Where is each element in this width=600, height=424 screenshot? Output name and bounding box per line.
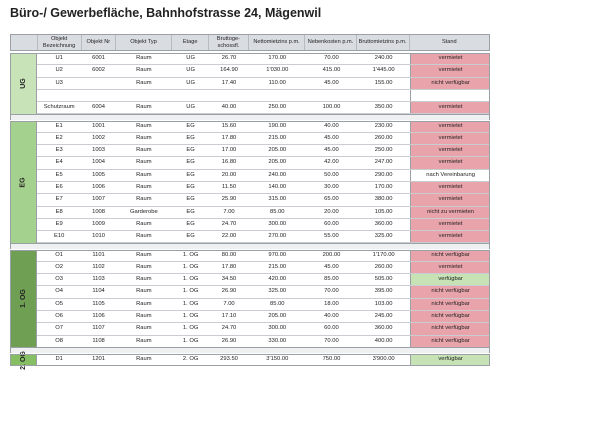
- cell-bezeichnung: E4: [55, 159, 63, 166]
- cell-bezeichnung: O5: [55, 300, 64, 307]
- cell-nebenkosten: [306, 90, 357, 101]
- floor-label-text: EG: [20, 176, 27, 188]
- cell-nebenkosten: 45.00: [324, 134, 339, 141]
- cell-etage: EG: [186, 184, 195, 190]
- cell-bezeichnung: E5: [55, 171, 63, 178]
- cell-bruttomietzins: 350.00: [374, 104, 393, 111]
- cell-objekt-typ: Raum: [136, 134, 152, 141]
- cell-bezeichnung: D1: [55, 355, 63, 362]
- cell-bezeichnung: [37, 90, 81, 101]
- table-row: [37, 121, 490, 133]
- cell-bruttomietzins: 240.00: [374, 55, 393, 61]
- cell-flaeche: 17.80: [221, 134, 237, 141]
- cell-objekt-typ: Raum: [136, 337, 152, 344]
- cell-etage: 1. OG: [182, 276, 199, 283]
- cell-flaeche: 26.90: [221, 337, 237, 344]
- cell-nebenkosten: 750.00: [322, 355, 341, 362]
- cell-objekt-nr: 1106: [92, 313, 105, 319]
- cell-nettomietzins: 250.00: [268, 104, 287, 111]
- cell-bezeichnung: O3: [55, 276, 64, 283]
- cell-nebenkosten: 55.00: [324, 233, 339, 240]
- cell-nebenkosten: 60.00: [324, 220, 339, 227]
- cell-objekt-typ: Raum: [136, 159, 152, 166]
- column-header-stand: Stand: [441, 39, 457, 46]
- cell-bruttomietzins: 290.00: [374, 171, 393, 178]
- cell-flaeche: 34.50: [221, 276, 237, 283]
- cell-objekt-nr: [81, 78, 115, 89]
- cell-nebenkosten: 100.00: [322, 104, 341, 111]
- cell-stand: nach Vereinbarung: [410, 170, 490, 181]
- table-row: [37, 194, 490, 206]
- cell-bruttomietzins: 505.00: [374, 276, 393, 283]
- cell-bezeichnung: E9: [55, 220, 63, 227]
- group-separator: [10, 348, 490, 353]
- cell-stand: vermietet: [410, 133, 490, 144]
- cell-nettomietzins: 315.00: [268, 196, 287, 203]
- cell-flaeche: 7.00: [223, 208, 235, 215]
- table-row: [37, 207, 490, 219]
- cell-flaeche: 80.00: [221, 251, 237, 258]
- cell-stand: vermietet: [410, 231, 490, 242]
- cell-bezeichnung: E3: [55, 147, 63, 154]
- cell-nettomietzins: 85.00: [270, 300, 285, 307]
- cell-nebenkosten: 40.00: [324, 122, 339, 129]
- cell-stand: vermietet: [410, 121, 490, 132]
- cell-flaeche: 26.70: [221, 55, 237, 61]
- cell-nettomietzins: 270.00: [268, 233, 287, 240]
- cell-flaeche: [209, 90, 248, 101]
- cell-bruttomietzins: [357, 90, 410, 101]
- cell-stand: vermietet: [410, 182, 490, 193]
- table-row: [37, 182, 490, 194]
- cell-bruttomietzins: 3'900.00: [372, 355, 395, 362]
- cell-bezeichnung: E8: [55, 208, 63, 215]
- cell-stand: nicht verfügbar: [410, 286, 490, 297]
- table-row: [37, 354, 490, 366]
- cell-objekt-nr: 1104: [92, 288, 105, 295]
- header-spacer: [11, 35, 38, 50]
- cell-objekt-typ: Raum: [136, 67, 152, 74]
- cell-nebenkosten: 415.00: [322, 67, 341, 74]
- cell-objekt-typ: Raum: [136, 288, 152, 295]
- floor-label-text: 1. OG: [20, 289, 27, 309]
- cell-nebenkosten: 70.00: [324, 288, 339, 295]
- table-row: [37, 250, 490, 262]
- table-row: [37, 311, 490, 323]
- table-row: [37, 157, 490, 169]
- cell-etage: EG: [186, 134, 195, 141]
- cell-bezeichnung: U3: [55, 79, 63, 86]
- cell-flaeche: 16.80: [221, 159, 237, 166]
- cell-flaeche: 17.40: [221, 79, 237, 86]
- table-row: [37, 336, 490, 348]
- cell-objekt-typ: [116, 90, 172, 101]
- cell-nebenkosten: 50.00: [324, 171, 339, 178]
- cell-nettomietzins: 1'030.00: [266, 67, 289, 74]
- cell-objekt-typ: Raum: [136, 171, 152, 178]
- cell-flaeche: 24.70: [221, 220, 237, 227]
- cell-nebenkosten: 45.00: [324, 79, 339, 86]
- cell-stand: nicht verfügbar: [410, 311, 490, 322]
- cell-nebenkosten: 200.00: [322, 251, 341, 258]
- cell-objekt-nr: 1002: [92, 134, 105, 141]
- cell-nebenkosten: 42.00: [324, 159, 339, 166]
- cell-objekt-nr: 1107: [92, 325, 105, 332]
- cell-nettomietzins: 190.00: [268, 122, 287, 129]
- cell-bezeichnung: O7: [55, 325, 64, 332]
- cell-nettomietzins: 420.00: [268, 276, 287, 283]
- cell-objekt-nr: 6004: [92, 104, 105, 111]
- cell-stand: nicht verfügbar: [410, 250, 490, 261]
- cell-objekt-typ: Raum: [136, 300, 152, 307]
- page-title: Büro-/ Gewerbefläche, Bahnhofstrasse 24, Mägenwil: [10, 6, 322, 20]
- cell-objekt-nr: 1003: [92, 147, 105, 154]
- cell-bruttomietzins: 360.00: [374, 325, 393, 332]
- cell-flaeche: 20.00: [221, 171, 237, 178]
- cell-bruttomietzins: 103.00: [374, 300, 393, 307]
- cell-objekt-typ: Raum: [136, 276, 152, 283]
- cell-objekt-typ: Raum: [136, 263, 152, 270]
- cell-bezeichnung: U1: [55, 55, 63, 61]
- cell-flaeche: 293.50: [220, 355, 238, 362]
- cell-etage: 1. OG: [182, 300, 199, 307]
- cell-objekt-nr: 6002: [92, 67, 105, 74]
- cell-stand: vermietet: [410, 65, 490, 76]
- cell-etage: 1. OG: [182, 337, 199, 344]
- cell-bezeichnung: U2: [55, 67, 63, 74]
- cell-bruttomietzins: 395.00: [374, 288, 393, 295]
- cell-nettomietzins: 240.00: [268, 171, 287, 178]
- table-header: [10, 34, 490, 51]
- cell-nettomietzins: 140.00: [268, 184, 287, 190]
- cell-etage: UG: [186, 104, 195, 111]
- floor-label-2: [10, 121, 37, 244]
- cell-nebenkosten: 30.00: [324, 184, 339, 190]
- cell-objekt-typ: Raum: [136, 325, 152, 332]
- cell-objekt-typ: Raum: [136, 251, 152, 258]
- cell-objekt-nr: 1103: [92, 276, 105, 283]
- cell-objekt-nr: 1201: [92, 355, 105, 362]
- cell-stand: verfügbar: [410, 354, 490, 365]
- cell-nebenkosten: 60.00: [324, 325, 339, 332]
- cell-nettomietzins: 300.00: [268, 220, 287, 227]
- table-row: [37, 145, 490, 157]
- cell-objekt-nr: 1102: [92, 263, 105, 270]
- cell-nebenkosten: 65.00: [324, 196, 339, 203]
- column-header-objekt-nr: Objekt Nr: [82, 35, 116, 50]
- table-row: [37, 90, 490, 102]
- cell-objekt-nr: 1108: [92, 337, 105, 344]
- table-row: [37, 231, 490, 243]
- group-separator: [10, 244, 490, 249]
- cell-bezeichnung: E6: [55, 184, 63, 190]
- cell-etage: 1. OG: [182, 325, 199, 332]
- table-row: [37, 274, 490, 286]
- cell-bezeichnung: E10: [53, 233, 65, 240]
- cell-objekt-typ: Raum: [136, 355, 152, 362]
- cell-bezeichnung: E2: [55, 134, 63, 141]
- cell-objekt-nr: 1007: [92, 196, 105, 203]
- cell-stand: vermietet: [410, 53, 490, 64]
- cell-flaeche: 25.90: [221, 196, 237, 203]
- cell-stand: nicht verfügbar: [410, 299, 490, 310]
- cell-etage: EG: [186, 147, 195, 154]
- cell-nettomietzins: 970.00: [268, 251, 287, 258]
- cell-nettomietzins: 85.00: [270, 208, 285, 215]
- cell-nebenkosten: 20.00: [324, 208, 339, 215]
- cell-etage: 1. OG: [182, 251, 199, 258]
- cell-bruttomietzins: 170.00: [374, 184, 393, 190]
- floor-label-text: 2. OG: [20, 350, 27, 370]
- cell-stand: vermietet: [410, 219, 490, 230]
- cell-bezeichnung: O1: [55, 251, 64, 258]
- cell-objekt-nr: 1004: [92, 159, 105, 166]
- cell-objekt-typ: Raum: [136, 196, 152, 203]
- cell-etage: EG: [186, 208, 195, 215]
- cell-nettomietzins: [249, 90, 306, 101]
- cell-etage: EG: [186, 171, 195, 178]
- table-row: [37, 219, 490, 231]
- table-row: [37, 323, 490, 335]
- cell-bezeichnung: O8: [55, 337, 64, 344]
- cell-nettomietzins: 110.00: [268, 79, 286, 86]
- cell-objekt-typ: Raum: [136, 233, 152, 240]
- cell-stand: nicht verfügbar: [410, 78, 490, 89]
- cell-bruttomietzins: 1'170.00: [372, 251, 395, 258]
- cell-bruttomietzins: 260.00: [374, 134, 393, 141]
- cell-objekt-nr: 1009: [92, 220, 105, 227]
- column-header-etage: Etage: [172, 35, 209, 50]
- table-row: [37, 170, 490, 182]
- cell-nebenkosten: 70.00: [324, 337, 339, 344]
- cell-objekt-nr: 1001: [92, 122, 105, 129]
- cell-nettomietzins: 325.00: [268, 288, 287, 295]
- cell-bruttomietzins: 1'445.00: [372, 67, 395, 74]
- cell-etage: 1. OG: [182, 288, 199, 295]
- cell-nebenkosten: 18.00: [324, 300, 339, 307]
- cell-nettomietzins: 330.00: [268, 337, 287, 344]
- cell-bruttomietzins: 250.00: [374, 147, 393, 154]
- column-header-bezeichnung: Objekt Bezeichnung: [38, 35, 82, 50]
- cell-objekt-nr: 1010: [92, 233, 105, 240]
- cell-stand: vermietet: [410, 145, 490, 156]
- cell-nebenkosten: 45.00: [324, 147, 339, 154]
- floor-label-3: [10, 250, 37, 348]
- cell-bruttomietzins: 245.00: [374, 313, 393, 319]
- column-header-nettomietzins: Nettomietzins p.m.: [249, 35, 306, 50]
- table-row: [37, 102, 490, 114]
- cell-objekt-typ: Raum: [136, 79, 152, 86]
- cell-flaeche: 17.80: [221, 263, 237, 270]
- cell-flaeche: 24.70: [221, 325, 237, 332]
- cell-etage: 2. OG: [182, 355, 199, 362]
- cell-bruttomietzins: 260.00: [374, 263, 393, 270]
- cell-objekt-nr: 1005: [92, 171, 105, 178]
- cell-etage: EG: [186, 220, 195, 227]
- cell-stand: vermietet: [410, 262, 490, 273]
- cell-objekt-nr: [81, 90, 115, 101]
- cell-etage: EG: [186, 196, 195, 203]
- cell-objekt-typ: Raum: [136, 184, 152, 190]
- cell-flaeche: 17.00: [221, 147, 237, 154]
- column-header-flaeche: Bruttoge-schossfl.: [209, 35, 248, 50]
- table-row: [37, 53, 490, 65]
- cell-etage: UG: [186, 79, 195, 86]
- cell-etage: EG: [186, 122, 195, 129]
- cell-objekt-typ: Raum: [136, 313, 152, 319]
- cell-nettomietzins: 3'150.00: [266, 355, 289, 362]
- cell-objekt-nr: 1105: [92, 300, 105, 307]
- cell-stand: [410, 90, 490, 101]
- table-row: [37, 78, 490, 90]
- cell-objekt-typ: Raum: [136, 147, 152, 154]
- column-header-objekt-typ: Objekt Typ: [116, 35, 172, 50]
- cell-stand: nicht zu vermieten: [410, 207, 490, 218]
- table-row: [37, 299, 490, 311]
- cell-nebenkosten: 85.00: [324, 276, 339, 283]
- floor-label-text: UG: [20, 78, 27, 89]
- cell-objekt-typ: Raum: [136, 104, 152, 111]
- cell-nebenkosten: 45.00: [324, 263, 339, 270]
- column-header-bruttomietzins: Bruttomietzins p.m.: [357, 35, 410, 50]
- cell-etage: EG: [186, 233, 195, 240]
- table-row: [37, 262, 490, 274]
- cell-objekt-typ: Garderobe: [129, 208, 158, 215]
- cell-nettomietzins: 170.00: [268, 55, 287, 61]
- cell-etage: 1. OG: [182, 313, 199, 319]
- cell-stand: nicht verfügbar: [410, 336, 490, 347]
- cell-flaeche: 26.90: [221, 288, 237, 295]
- cell-objekt-nr: 1006: [92, 184, 105, 190]
- table-row: [37, 133, 490, 145]
- table-row: [37, 286, 490, 298]
- cell-flaeche: 40.00: [221, 104, 237, 111]
- cell-objekt-typ: Raum: [136, 220, 152, 227]
- cell-bruttomietzins: 325.00: [374, 233, 393, 240]
- cell-bruttomietzins: 400.00: [374, 337, 393, 344]
- cell-nettomietzins: 205.00: [268, 147, 287, 154]
- cell-bezeichnung: E1: [55, 122, 63, 129]
- cell-bezeichnung: O2: [55, 263, 64, 270]
- table-row: [37, 65, 490, 77]
- cell-nebenkosten: 40.00: [324, 313, 339, 319]
- cell-bezeichnung: O6: [55, 313, 64, 319]
- cell-bruttomietzins: 247.00: [374, 159, 393, 166]
- cell-objekt-typ: Raum: [136, 122, 152, 129]
- cell-stand: vermietet: [410, 194, 490, 205]
- cell-flaeche: 15.60: [221, 122, 237, 129]
- cell-etage: EG: [186, 159, 195, 166]
- cell-objekt-nr: 1101: [92, 251, 105, 258]
- cell-flaeche: 164.90: [220, 67, 238, 74]
- cell-nettomietzins: 205.00: [268, 313, 287, 319]
- cell-objekt-nr: 6001: [92, 55, 105, 61]
- cell-bruttomietzins: 105.00: [374, 208, 393, 215]
- cell-stand: verfügbar: [410, 274, 490, 285]
- cell-bruttomietzins: 360.00: [374, 220, 393, 227]
- group-separator: [10, 115, 490, 120]
- cell-flaeche: 7.00: [223, 300, 235, 307]
- cell-etage: UG: [186, 55, 195, 61]
- cell-nebenkosten: 70.00: [324, 55, 339, 61]
- cell-bezeichnung: O4: [55, 288, 64, 295]
- cell-bruttomietzins: 155.00: [374, 79, 393, 86]
- cell-stand: vermietet: [410, 157, 490, 168]
- cell-etage: UG: [186, 67, 195, 74]
- cell-nettomietzins: 215.00: [268, 263, 287, 270]
- cell-bezeichnung: Schutzraum: [43, 104, 75, 111]
- cell-objekt-nr: 1008: [92, 208, 105, 215]
- cell-nettomietzins: 300.00: [268, 325, 287, 332]
- cell-objekt-typ: Raum: [136, 55, 152, 61]
- cell-bruttomietzins: 230.00: [374, 122, 393, 129]
- cell-etage: 1. OG: [182, 263, 199, 270]
- cell-flaeche: 22.00: [221, 233, 237, 240]
- cell-nettomietzins: 215.00: [268, 134, 287, 141]
- cell-nettomietzins: 205.00: [268, 159, 287, 166]
- cell-etage: [172, 90, 209, 101]
- cell-flaeche: 17.10: [221, 313, 237, 319]
- floor-label-4: [10, 350, 37, 370]
- cell-flaeche: 11.50: [221, 184, 237, 190]
- cell-stand: vermietet: [410, 102, 490, 113]
- floor-label-1: [10, 53, 37, 115]
- cell-bezeichnung: E7: [55, 196, 63, 203]
- cell-bruttomietzins: 380.00: [374, 196, 393, 203]
- column-header-nebenkosten: Nebenkosten p.m.: [305, 35, 356, 50]
- cell-stand: nicht verfügbar: [410, 323, 490, 334]
